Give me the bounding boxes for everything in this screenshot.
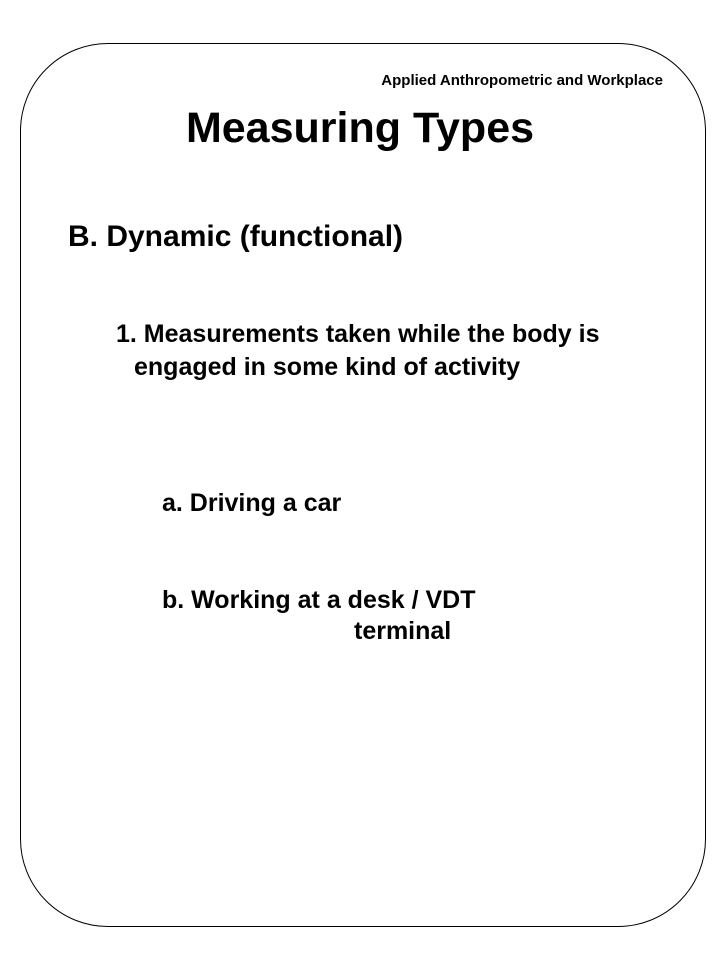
course-header: Applied Anthropometric and Workplace: [381, 72, 663, 89]
example-item-b: b. Working at a desk / VDT: [162, 586, 476, 614]
example-item-b-continuation: terminal: [354, 617, 452, 645]
slide-frame: [20, 43, 706, 927]
section-heading: B. Dynamic (functional): [68, 220, 404, 253]
bullet-point: 1. Measurements taken while the body is engaged in some kind of activity: [116, 320, 600, 381]
example-item-a: a. Driving a car: [162, 489, 342, 517]
slide-title: Measuring Types: [185, 104, 535, 152]
